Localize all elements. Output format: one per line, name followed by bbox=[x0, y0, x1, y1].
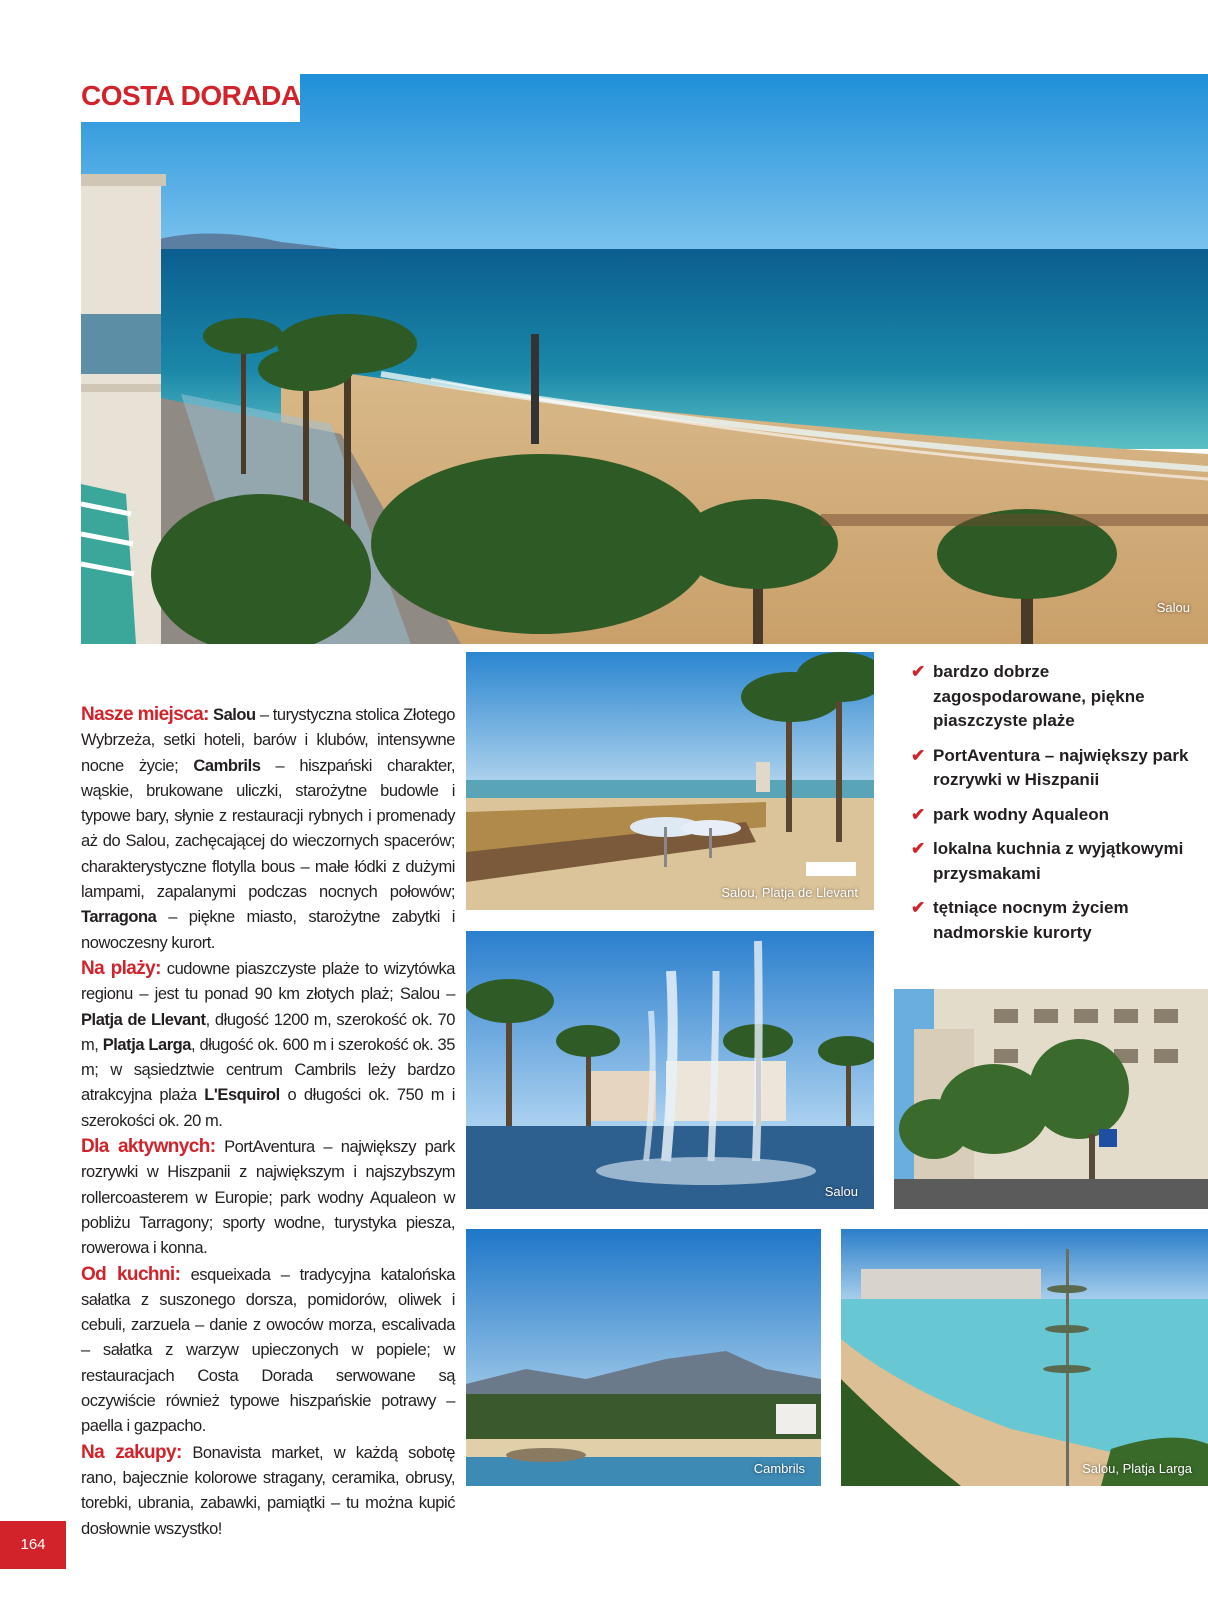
street-image bbox=[894, 989, 1208, 1209]
fountain-image bbox=[466, 931, 874, 1209]
beach-name: Platja Larga bbox=[102, 1035, 192, 1054]
highlight-item bbox=[911, 837, 1201, 886]
check-icon: ✔ bbox=[911, 662, 926, 681]
salou-beach-image bbox=[81, 74, 1208, 644]
page-number: 164 bbox=[0, 1521, 66, 1569]
photo-caption: Cambrils bbox=[753, 1461, 805, 1476]
page-title: COSTA DORADA bbox=[81, 80, 301, 111]
photo-cambrils bbox=[466, 1229, 821, 1486]
photo-platja-larga bbox=[841, 1229, 1208, 1486]
section-na-plazy bbox=[81, 956, 455, 1134]
photo-cambrils-street bbox=[894, 989, 1208, 1209]
section-text: , długość 1200 m, szerokość ok. 70 m, bbox=[81, 1010, 455, 1054]
highlight-text: park wodny Aqualeon bbox=[933, 804, 1110, 824]
highlight-text: PortAventura – największy park rozrywki w Hiszpanii bbox=[933, 745, 1189, 789]
section-text: – hiszpański charakter, wąskie, brukowane uliczki, starożytne budowle i typowe bary, słynie z restauracji rybnych i promenady aż do Salou, zachęcającej do wieczornych spacerów; charakterystyczne flotylla bous – małe łódki z dużymi lampami, zapalanymi podczas nocnych połowów; bbox=[81, 756, 456, 902]
highlight-text: lokalna kuchnia z wyjątkowymi przysmakami bbox=[933, 839, 1184, 883]
place-name: Salou bbox=[213, 706, 256, 724]
section-text: , długość ok. 600 m i szerokość ok. 35 m; w sąsiedztwie centrum Cambrils leży bardzo atrakcyjna plaża bbox=[81, 1035, 455, 1105]
section-text: cudowne piaszczyste plaże to wizytówka regionu – jest tu ponad 90 km złotych plaż; Salou – bbox=[81, 959, 455, 1004]
section-heading: Dla aktywnych: bbox=[81, 1136, 216, 1158]
mountains-coast-image bbox=[466, 1229, 821, 1486]
beach-name: Platja de Llevant bbox=[81, 1010, 206, 1029]
place-name: Tarragona bbox=[81, 908, 157, 927]
section-dla-aktywnych bbox=[81, 1134, 455, 1261]
section-od-kuchni bbox=[81, 1262, 455, 1440]
check-icon: ✔ bbox=[911, 839, 926, 858]
section-heading: Od kuchni: bbox=[81, 1263, 181, 1285]
article-body bbox=[81, 702, 455, 1542]
section-text: PortAventura – największy park rozrywki w Hiszpanii z największym i najszybszym rollercoasterem w Europie; park wodny Aqualeon w pobliżu Tarragony; sporty wodne, turystyka piesza, rowerowa i konna. bbox=[81, 1138, 455, 1258]
beach-name: L'Esquirol bbox=[204, 1086, 280, 1105]
check-icon: ✔ bbox=[911, 804, 926, 824]
section-heading: Nasze miejsca: bbox=[81, 704, 209, 725]
check-icon: ✔ bbox=[911, 898, 926, 917]
highlight-item bbox=[911, 744, 1201, 793]
beach-umbrellas-image bbox=[466, 652, 874, 910]
highlight-item bbox=[911, 803, 1201, 828]
highlight-text: bardzo dobrze zagospodarowane, piękne piaszczyste plaże bbox=[933, 662, 1145, 730]
check-icon: ✔ bbox=[911, 745, 926, 765]
section-heading: Na zakupy: bbox=[81, 1441, 182, 1463]
hero-photo bbox=[81, 74, 1208, 644]
section-text: o długości ok. 750 m i szerokości ok. 20 m. bbox=[81, 1086, 455, 1130]
section-heading: Na plaży: bbox=[81, 957, 161, 979]
section-na-zakupy bbox=[81, 1440, 455, 1542]
highlight-item bbox=[911, 896, 1201, 945]
hero-caption: Salou bbox=[1156, 600, 1190, 615]
section-text: esqueixada – tradycyjna katalońska sałatka z suszonego dorsza, pomidorów, oliwek i cebuli, zarzuela – danie z owoców morza, escalivada – sałatka z warzyw upieczonych w popiele; w restauracjach Costa Dorada serwowane są oczywiście również typowe hiszpańskie potrawy – paella i gazpacho. bbox=[81, 1265, 455, 1436]
photo-caption: Salou, Platja Larga bbox=[1082, 1461, 1192, 1476]
highlight-text: tętniące nocnym życiem nadmorskie kurorty bbox=[933, 898, 1129, 942]
place-name: Cambrils bbox=[193, 756, 261, 775]
section-nasze-miejsca bbox=[81, 702, 455, 956]
photo-caption: Salou, Platja de Llevant bbox=[721, 885, 858, 900]
bay-image bbox=[841, 1229, 1208, 1486]
section-text: – piękne miasto, starożytne zabytki i nowoczesny kurort. bbox=[81, 908, 455, 952]
photo-caption: Salou bbox=[824, 1184, 858, 1199]
highlights-list bbox=[911, 660, 1201, 955]
photo-platja-de-llevant bbox=[466, 652, 874, 910]
section-text: Bonavista market, w każdą sobotę rano, bajecznie kolorowe stragany, ceramika, obrusy, torebki, ubrania, zabawki, pamiątki – tu można kupić dosłownie wszystko! bbox=[81, 1443, 455, 1538]
section-text: – turystyczna stolica Złotego Wybrzeża, setki hoteli, barów i klubów, intensywne nocne życie; bbox=[81, 706, 455, 775]
highlight-item bbox=[911, 660, 1201, 734]
photo-salou-fountain bbox=[466, 931, 874, 1209]
